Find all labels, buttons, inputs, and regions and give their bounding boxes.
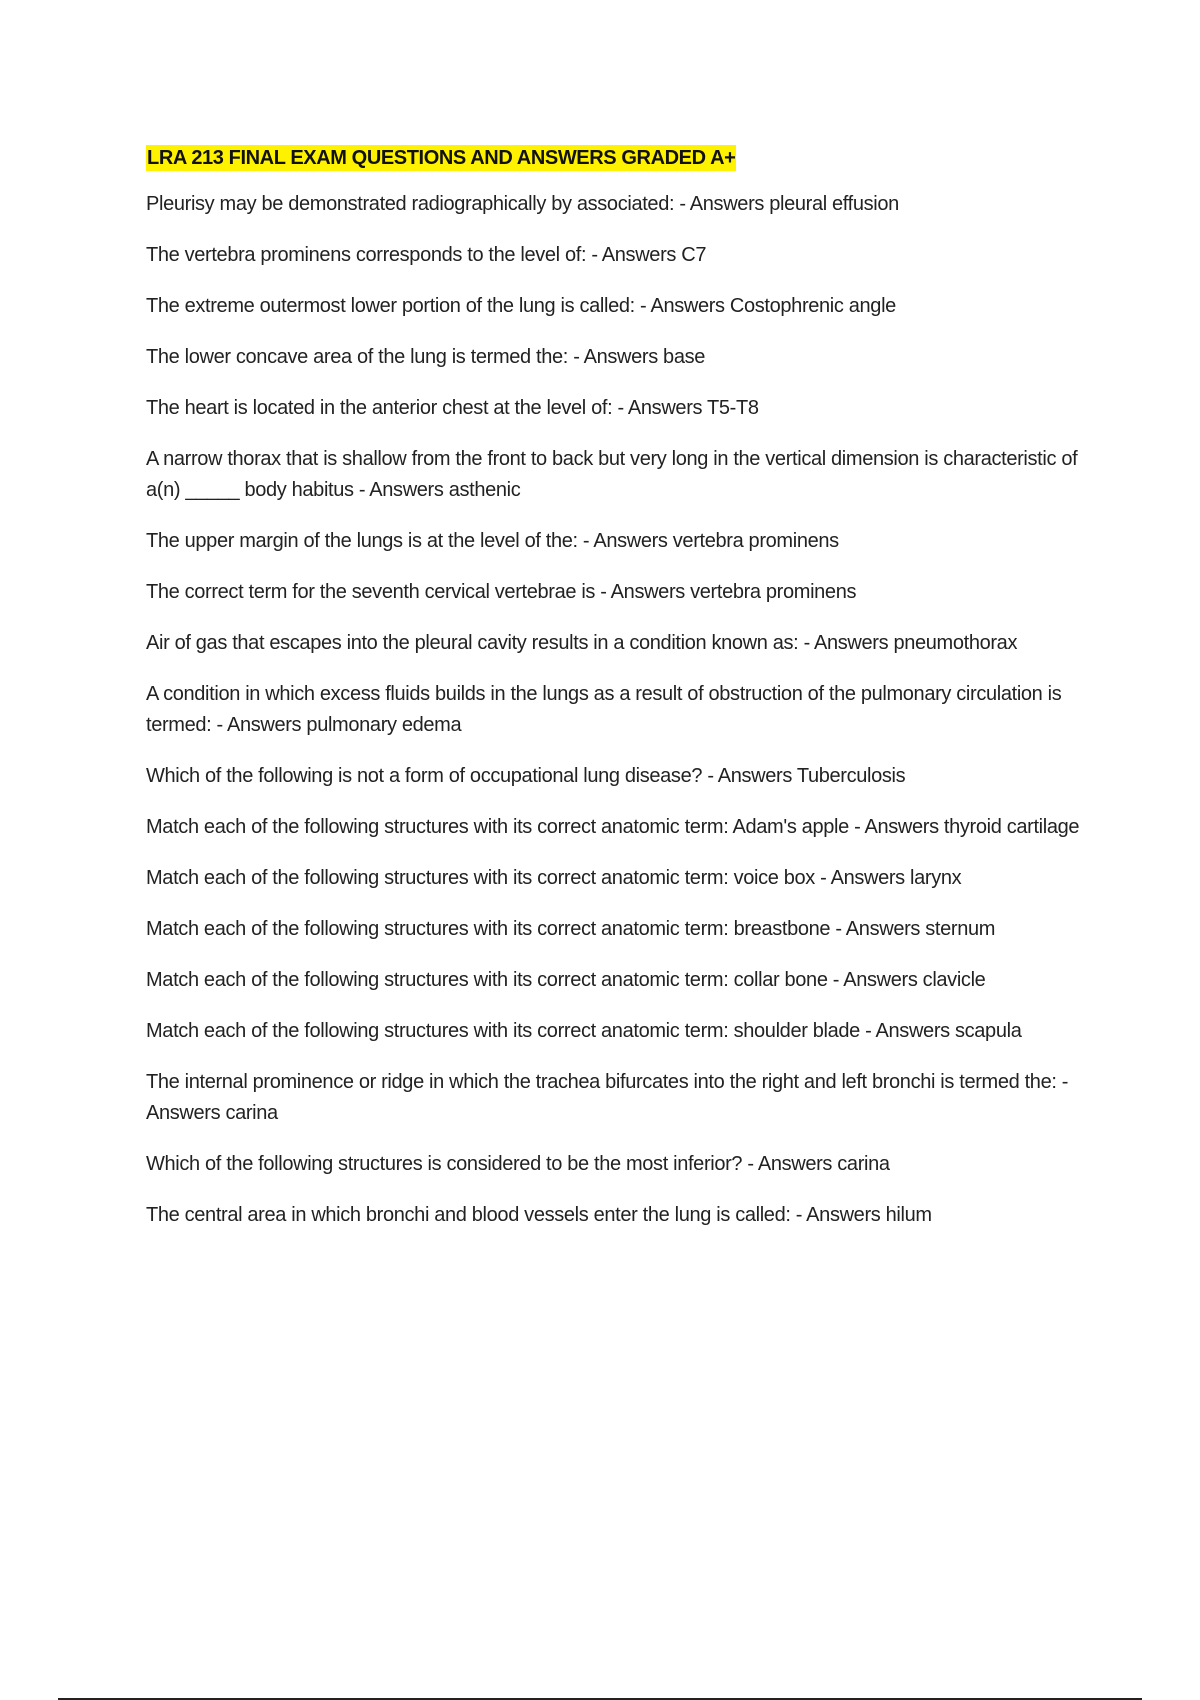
qa-item: A narrow thorax that is shallow from the front to back but very long in the vertical dimension is characteristic of a(n) _____ body habitus - Answers asthenic: [146, 448, 1078, 501]
document-title: LRA 213 FINAL EXAM QUESTIONS AND ANSWERS GRADED A+: [147, 147, 736, 169]
qa-item: The heart is located in the anterior chest at the level of: - Answers T5-T8: [146, 397, 759, 419]
qa-item: The upper margin of the lungs is at the level of the: - Answers vertebra prominens: [146, 530, 839, 552]
title-block: [146, 143, 1096, 175]
qa-item: Which of the following is not a form of occupational lung disease? - Answers Tuberculosis: [146, 765, 906, 787]
qa-item: The correct term for the seventh cervical vertebrae is - Answers vertebra prominens: [146, 581, 857, 603]
document-page: [146, 143, 1096, 1251]
qa-item: The central area in which bronchi and blood vessels enter the lung is called: - Answers hilum: [146, 1204, 932, 1226]
qa-list: [146, 189, 1096, 1231]
qa-item: Match each of the following structures with its correct anatomic term: Adam's apple - Answers thyroid cartilage: [146, 816, 1080, 838]
qa-item: Match each of the following structures with its correct anatomic term: shoulder blade - Answers scapula: [146, 1020, 1022, 1042]
qa-item: The vertebra prominens corresponds to the level of: - Answers C7: [146, 244, 707, 266]
qa-item: Match each of the following structures with its correct anatomic term: collar bone - Answers clavicle: [146, 969, 986, 991]
qa-item: Which of the following structures is considered to be the most inferior? - Answers carina: [146, 1153, 890, 1175]
qa-item: Air of gas that escapes into the pleural cavity results in a condition known as: - Answers pneumothorax: [146, 632, 1018, 654]
qa-item: The extreme outermost lower portion of the lung is called: - Answers Costophrenic angle: [146, 295, 896, 317]
qa-item: Match each of the following structures with its correct anatomic term: breastbone - Answers sternum: [146, 918, 996, 940]
qa-item: A condition in which excess fluids builds in the lungs as a result of obstruction of the pulmonary circulation is termed: - Answers pulmonary edema: [146, 683, 1062, 736]
qa-item: The lower concave area of the lung is termed the: - Answers base: [146, 346, 706, 368]
qa-item: Pleurisy may be demonstrated radiographically by associated: - Answers pleural effusion: [146, 193, 899, 215]
qa-item: The internal prominence or ridge in which the trachea bifurcates into the right and left bronchi is termed the: - Answers carina: [146, 1071, 1069, 1124]
qa-item: Match each of the following structures with its correct anatomic term: voice box - Answers larynx: [146, 867, 962, 889]
